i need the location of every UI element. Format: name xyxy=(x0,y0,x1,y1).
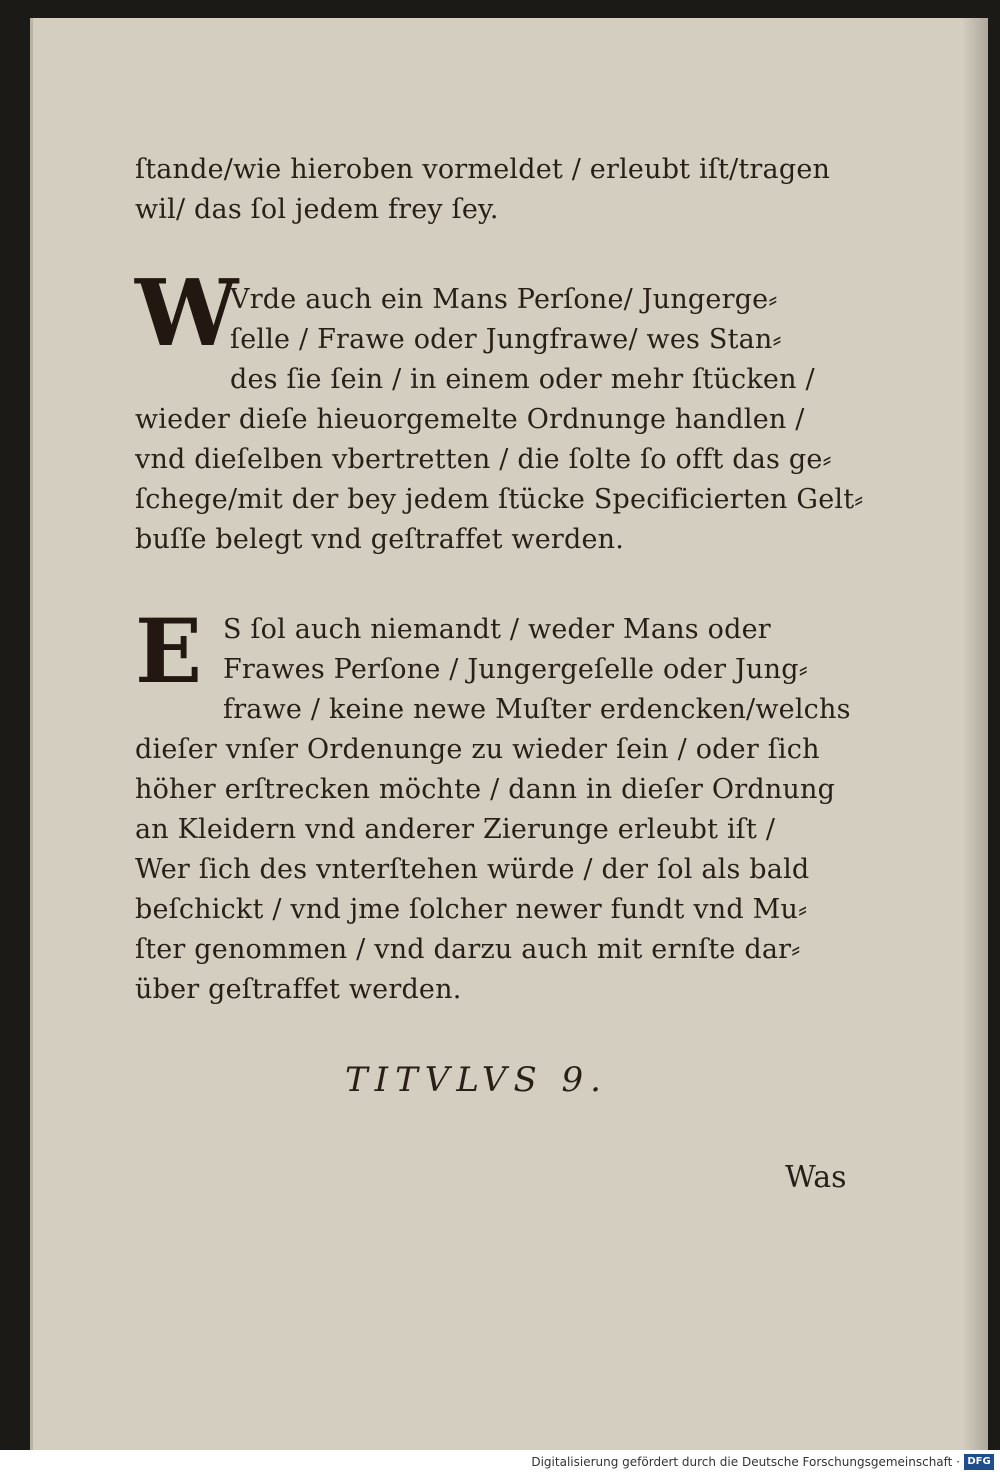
text-line: beſchickt / vnd jme ſolcher newer fundt vnd Mu⸗ xyxy=(135,894,808,925)
paragraph-continuation xyxy=(135,150,885,230)
text-line: vnd dieſelben vbertretten / die ſolte ſo offt das ge⸗ xyxy=(135,444,832,475)
digitization-footer xyxy=(0,1450,1000,1475)
text-line: höher erſtrecken möchte / dann in dieſer Ordnung xyxy=(135,774,836,805)
text-line: ſtande/wie hieroben vormeldet / erleubt iſt/tragen xyxy=(135,154,831,185)
catchword: Was xyxy=(785,1160,847,1195)
paragraph-penalty xyxy=(135,280,885,560)
text-line: Wer ſich des vnterſtehen würde / der ſol als bald xyxy=(135,854,810,885)
text-line: ſelle / Frawe oder Jungfrawe/ wes Stan⸗ xyxy=(230,324,782,355)
text-line: wieder dieſe hieuorgemelte Ordnunge handlen / xyxy=(135,404,805,435)
text-line: an Kleidern vnd anderer Zierunge erleubt iſt / xyxy=(135,814,776,845)
text-line: frawe / keine newe Muſter erdencken/welchs xyxy=(223,694,851,725)
text-line: über geſtraffet werden. xyxy=(135,974,462,1005)
text-line: buſſe belegt vnd geſtraffet werden. xyxy=(135,524,625,555)
text-line: Frawes Perſone / Jungergeſelle oder Jung⸗ xyxy=(223,654,808,685)
funding-credit: Digitalisierung gefördert durch die Deutsche Forschungsgemeinschaft · xyxy=(531,1455,960,1469)
text-line: S ſol auch niemandt / weder Mans oder xyxy=(223,614,771,645)
text-line: des ſie ſein / in einem oder mehr ſtücken / xyxy=(230,364,815,395)
section-heading: TITVLVS 9. xyxy=(345,1060,608,1100)
page-edge-shadow xyxy=(962,18,988,1450)
text-line: Vrde auch ein Mans Perſone/ Jungerge⸗ xyxy=(230,284,778,315)
text-line: ſter genommen / vnd darzu auch mit ernſte dar⸗ xyxy=(135,934,801,965)
decorated-initial-w: W xyxy=(135,259,239,367)
text-line: dieſer vnſer Ordenunge zu wieder ſein / oder ſich xyxy=(135,734,820,765)
decorated-initial-e: E xyxy=(135,599,203,703)
dfg-logo-icon: DFG xyxy=(964,1454,994,1470)
paragraph-new-patterns xyxy=(135,599,885,1010)
text-line: ſchege/mit der bey jedem ſtücke Specificierten Gelt⸗ xyxy=(135,484,864,515)
text-line: wil/ das ſol jedem frey ſey. xyxy=(135,194,499,225)
